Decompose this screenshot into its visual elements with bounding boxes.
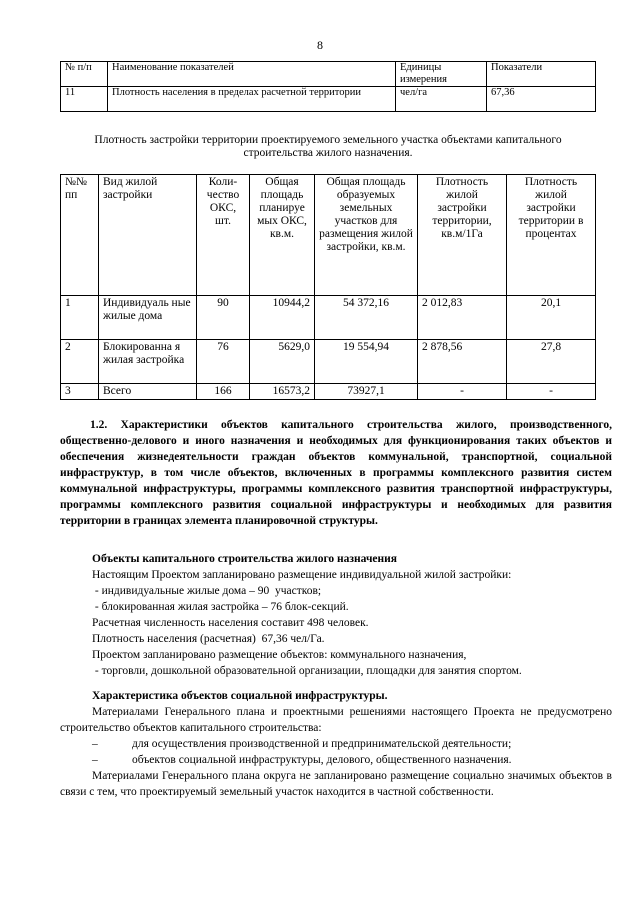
header-cell: Показатели	[487, 62, 596, 87]
table-cell: 5629,0	[250, 340, 315, 384]
table-cell: 2 012,83	[418, 296, 507, 340]
table-cell: 10944,2	[250, 296, 315, 340]
table-cell: чел/га	[396, 87, 487, 112]
residential-line: - торговли, дошкольной образовательной организации, площадки для занятия спортом.	[92, 665, 522, 677]
dash-bullet: –	[92, 738, 98, 750]
list-item	[92, 752, 612, 768]
table-cell: 2	[61, 340, 99, 384]
table-cell: 20,1	[507, 296, 596, 340]
table-cell: Всего	[99, 384, 197, 400]
table-header-row	[61, 175, 596, 296]
table-cell: 11	[61, 87, 108, 112]
header-cell: Общая площадь образуемых земельных участков для размещения жилой застройки, кв.м.	[315, 175, 418, 296]
table-cell: 67,36	[487, 87, 596, 112]
table-cell: Индивидуаль ные жилые дома	[99, 296, 197, 340]
social-section	[60, 688, 612, 800]
header-cell: Общая площадь планируе мых ОКС, кв.м.	[250, 175, 315, 296]
table-cell: 3	[61, 384, 99, 400]
section-heading: 1.2. Характеристики объектов капитального строительства жилого, производственного, общественно-делового и иного назначения и необходимых для функционирования таких объектов и обеспечения жизнедеятельности граждан объектов коммунальной, транспортной, социальной инфраструктур, в том числе объектов, включенных в программы комплексного развития систем коммунальной инфраструктуры, программы комплексного развития транспортной инфраструктуры, программы комплексного развития социальной инфраструктуры и необходимых для развития территории в границах элемента планировочной структуры.	[60, 419, 612, 527]
table-cell: 73927,1	[315, 384, 418, 400]
residential-heading: Объекты капитального строительства жилого назначения	[92, 553, 398, 565]
page-number: 8	[317, 38, 323, 52]
residential-line: Плотность населения (расчетная) 67,36 чел/Га.	[92, 633, 325, 645]
density-table-title: Плотность застройки территории проектируемого земельного участка объектами капитального строительства жилого назначения.	[94, 134, 562, 159]
residential-line: Расчетная численность населения составит 498 человек.	[92, 617, 369, 629]
header-cell: Вид жилой застройки	[99, 175, 197, 296]
density-table	[60, 174, 596, 400]
residential-section	[92, 551, 612, 679]
table-row	[61, 384, 596, 400]
table-header-row	[61, 62, 596, 87]
indicators-table	[60, 61, 596, 112]
table-row	[61, 340, 596, 384]
table-cell: 166	[197, 384, 250, 400]
header-cell: Плотность жилой застройки территории в процентах	[507, 175, 596, 296]
table-cell: -	[418, 384, 507, 400]
table-cell: Блокированна я жилая застройка	[99, 340, 197, 384]
list-item	[92, 736, 612, 752]
social-heading: Характеристика объектов социальной инфраструктуры.	[92, 690, 388, 702]
table-cell: 76	[197, 340, 250, 384]
header-cell: Коли-чество ОКС, шт.	[197, 175, 250, 296]
table-row	[61, 87, 596, 112]
list-item-text: объектов социальной инфраструктуры, делового, общественного назначения.	[132, 754, 512, 766]
table-cell: 19 554,94	[315, 340, 418, 384]
table-cell: 1	[61, 296, 99, 340]
header-cell: Плотность жилой застройки территории, кв.м/1Га	[418, 175, 507, 296]
list-item-text: для осуществления производственной и предпринимательской деятельности;	[132, 738, 512, 750]
dash-bullet: –	[92, 754, 98, 766]
residential-line: - индивидуальные жилые дома – 90 участков;	[92, 585, 322, 597]
header-cell: Наименование показателей	[108, 62, 396, 87]
social-closing: Материалами Генерального плана округа не запланировано размещение социально значимых объектов в связи с тем, что проектируемый земельный участок находится в частной собственности.	[60, 770, 612, 798]
table-cell: 2 878,56	[418, 340, 507, 384]
table-cell: Плотность населения в пределах расчетной территории	[108, 87, 396, 112]
table-cell: 16573,2	[250, 384, 315, 400]
table-cell: 54 372,16	[315, 296, 418, 340]
residential-line: Проектом запланировано размещение объектов: коммунального назначения,	[92, 649, 467, 661]
residential-line: - блокированная жилая застройка – 76 блок-секций.	[92, 601, 349, 613]
table-cell: 90	[197, 296, 250, 340]
header-cell: № п/п	[61, 62, 108, 87]
header-cell: Единицы измерения	[396, 62, 487, 87]
table-row	[61, 296, 596, 340]
social-intro: Материалами Генерального плана и проектными решениями настоящего Проекта не предусмотрено строительство объектов капитального строительства:	[60, 706, 612, 734]
header-cell: №№ пп	[61, 175, 99, 296]
residential-line: Настоящим Проектом запланировано размещение индивидуальной жилой застройки:	[92, 569, 512, 581]
table-cell: 27,8	[507, 340, 596, 384]
table-cell: -	[507, 384, 596, 400]
